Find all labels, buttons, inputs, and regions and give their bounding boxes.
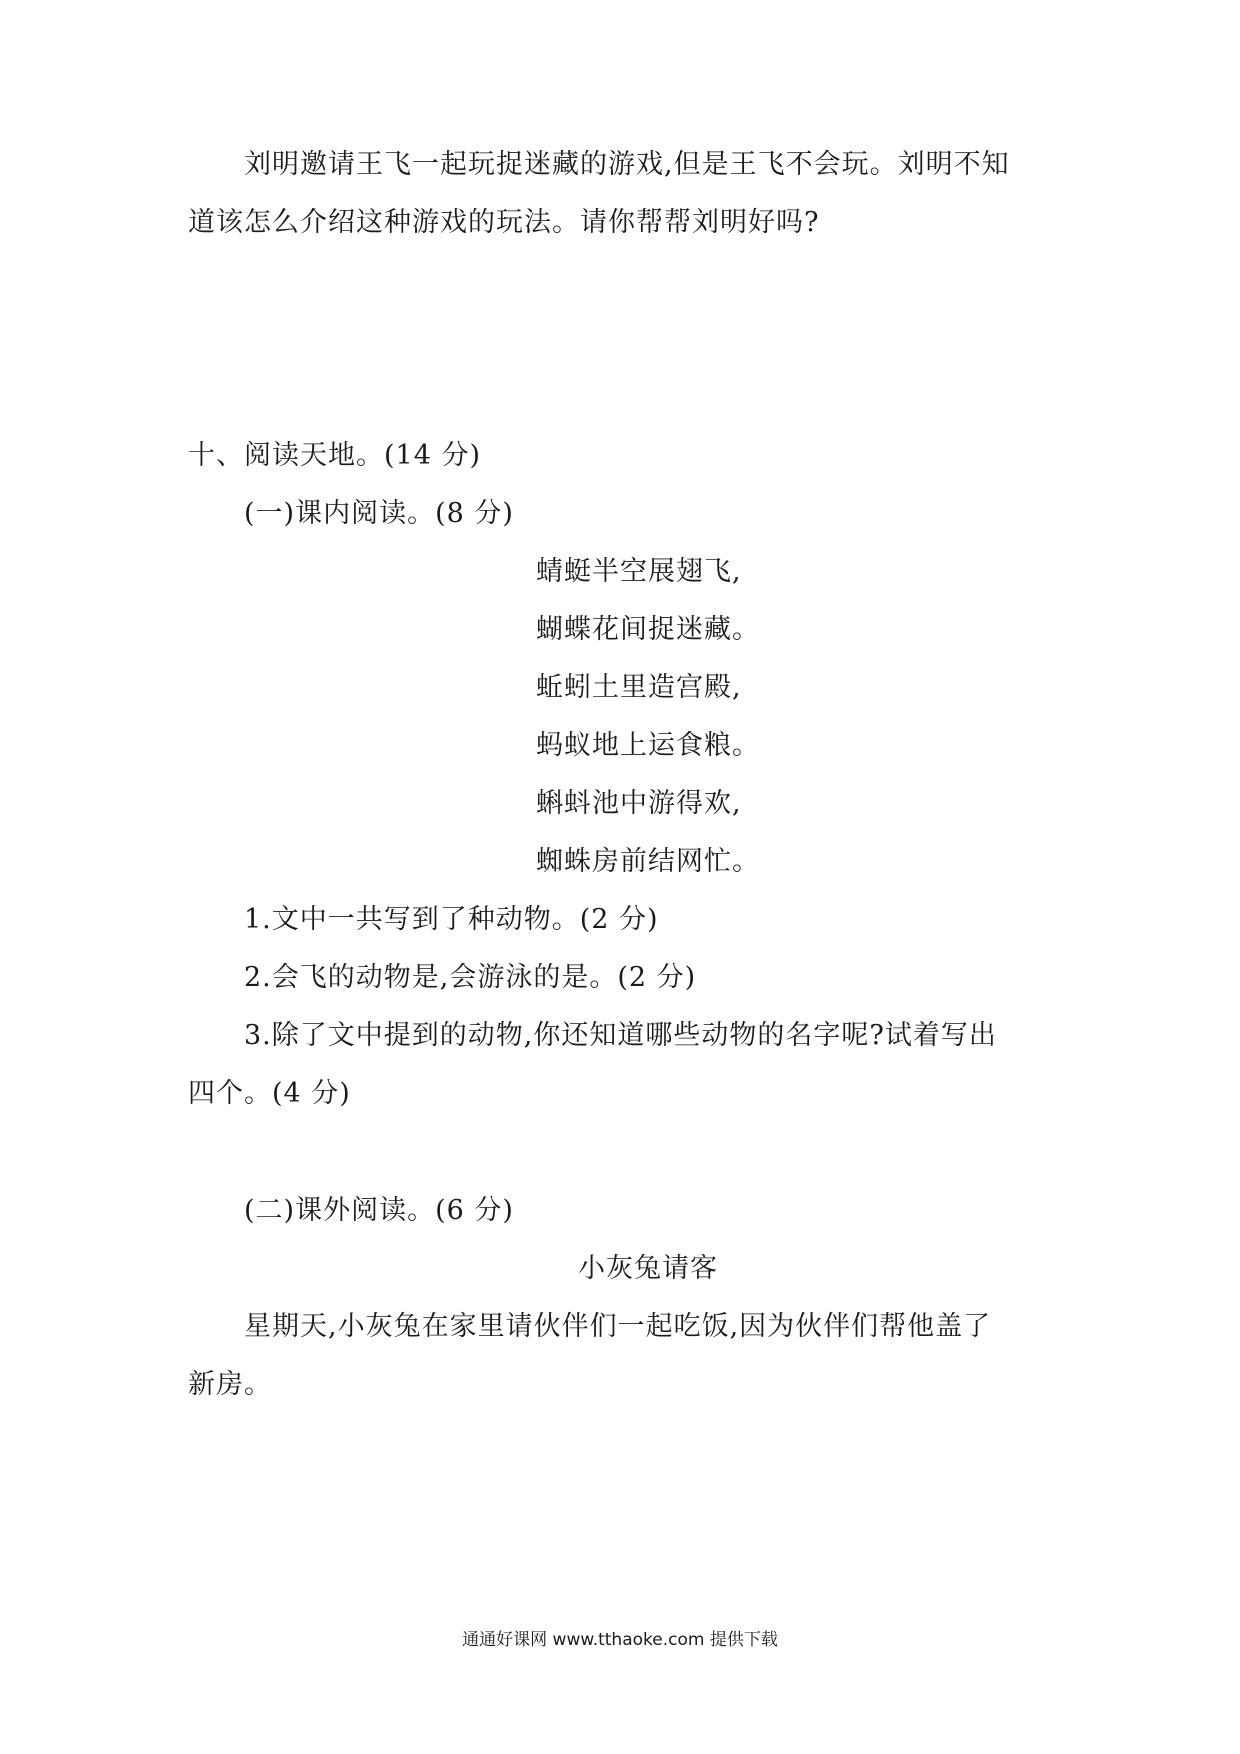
page-footer: 通通好课网 www.tthaoke.com 提供下载 — [462, 1630, 778, 1650]
question-2: 2.会飞的动物是,会游泳的是。(2 分) — [244, 962, 697, 993]
poem-line-4: 蚂蚁地上运食粮。 — [536, 730, 760, 761]
intro-line-2: 道该怎么介绍这种游戏的玩法。请你帮帮刘明好吗? — [188, 207, 820, 238]
question-3-line-2: 四个。(4 分) — [188, 1078, 351, 1109]
question-1: 1.文中一共写到了种动物。(2 分) — [244, 904, 659, 935]
story-line-1: 星期天,小灰兔在家里请伙伴们一起吃饭,因为伙伴们帮他盖了 — [244, 1311, 992, 1342]
question-3-line-1: 3.除了文中提到的动物,你还知道哪些动物的名字呢?试着写出 — [244, 1020, 997, 1051]
poem-line-6: 蜘蛛房前结网忙。 — [536, 846, 760, 877]
intro-line-1: 刘明邀请王飞一起玩捉迷藏的游戏,但是王飞不会玩。刘明不知 — [244, 149, 1010, 180]
poem-line-1: 蜻蜓半空展翅飞, — [536, 556, 742, 587]
poem-line-5: 蝌蚪池中游得欢, — [536, 788, 742, 819]
poem-line-3: 蚯蚓土里造宫殿, — [536, 672, 742, 703]
poem-line-2: 蝴蝶花间捉迷藏。 — [536, 614, 760, 645]
part-one-heading: (一)课内阅读。(8 分) — [244, 498, 514, 529]
story-title: 小灰兔请客 — [578, 1253, 718, 1284]
section-ten-heading: 十、阅读天地。(14 分) — [188, 440, 482, 471]
part-two-heading: (二)课外阅读。(6 分) — [244, 1195, 514, 1226]
story-line-2: 新房。 — [188, 1369, 272, 1400]
